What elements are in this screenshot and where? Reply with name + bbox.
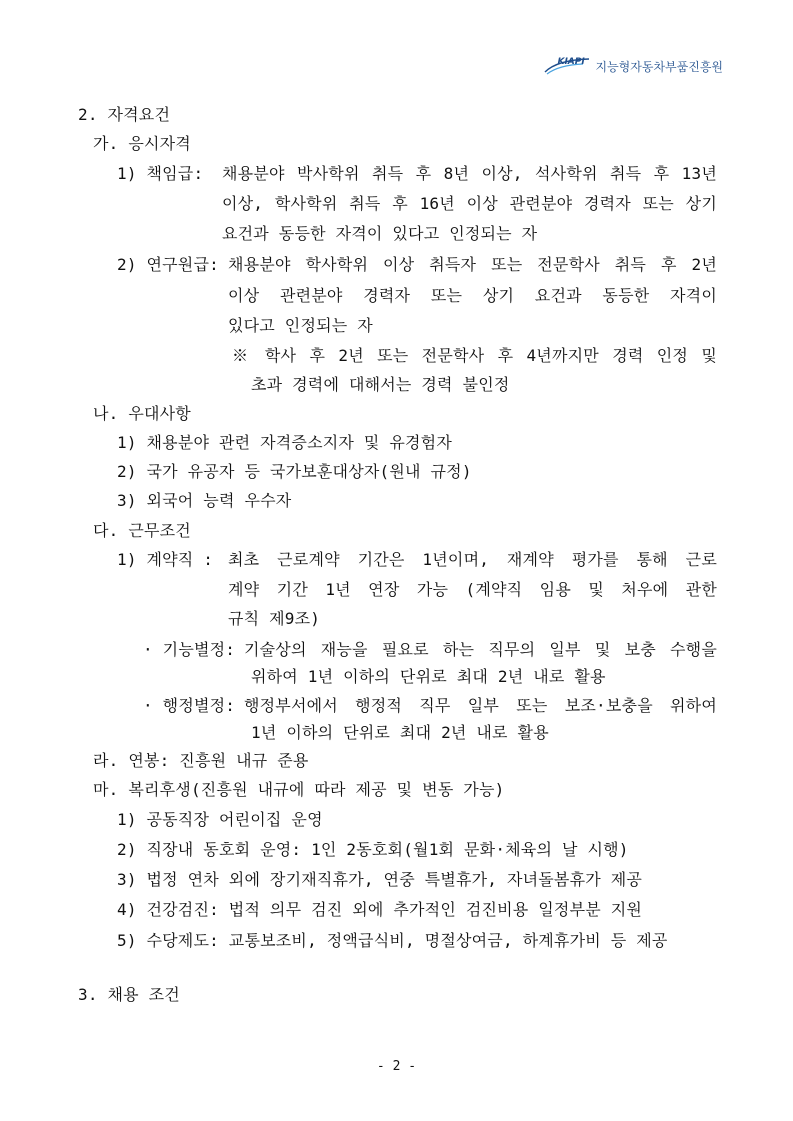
org-name: 지능형자동차부품진흥원 bbox=[595, 59, 723, 74]
ga1-line-3: 요건과 동등한 자격이 있다고 인정되는 자 bbox=[222, 224, 538, 243]
da-bullet-1-line-2: 위하여 1년 이하의 단위로 최대 2년 내로 활용 bbox=[251, 667, 606, 686]
ma-item-4: 4) 건강검진: 법적 의무 검진 외에 추가적인 검진비용 일정부분 지원 bbox=[117, 900, 643, 919]
ma-item-3: 3) 법정 연차 외에 장기재직휴가, 연중 특별휴가, 자녀돌봄휴가 제공 bbox=[117, 870, 643, 889]
kiapi-logo-icon bbox=[543, 56, 591, 76]
ma-item-1: 1) 공동직장 어린이집 운영 bbox=[117, 810, 323, 829]
ga2-line-2: 이상 관련분야 경력자 또는 상기 요건과 동등한 자격이 bbox=[228, 286, 717, 305]
subsection-na-title: 나. 우대사항 bbox=[93, 404, 191, 423]
ga1-label: 1) 책임급: bbox=[117, 164, 204, 183]
section-2-title: 2. 자격요건 bbox=[78, 105, 171, 124]
subsection-ga-title: 가. 응시자격 bbox=[93, 134, 191, 153]
section-3-title: 3. 채용 조건 bbox=[78, 985, 180, 1004]
ga2-line-1: 채용분야 학사학위 이상 취득자 또는 전문학사 취득 후 2년 bbox=[228, 255, 717, 274]
na-item-2: 2) 국가 유공자 등 국가보훈대상자(원내 규정) bbox=[117, 462, 472, 481]
ga2-line-3: 있다고 인정되는 자 bbox=[228, 316, 373, 335]
da-bullet-1-label: · 기능별정: bbox=[143, 640, 236, 659]
ma-item-2: 2) 직장내 동호회 운영: 1인 2동호회(월1회 문화·체육의 날 시행) bbox=[117, 840, 629, 859]
subsection-ma-title: 마. 복리후생(진흥원 내규에 따라 제공 및 변동 가능) bbox=[93, 780, 505, 799]
ga1-line-1: 채용분야 박사학위 취득 후 8년 이상, 석사학위 취득 후 13년 bbox=[222, 164, 717, 183]
da-bullet-2-label: · 행정별정: bbox=[143, 696, 236, 715]
logo-text: KIAPI bbox=[557, 57, 585, 67]
da1-line-1: 최초 근로계약 기간은 1년이며, 재계약 평가를 통해 근로 bbox=[228, 550, 717, 569]
da1-label: 1) 계약직 : bbox=[117, 550, 214, 569]
da1-line-2: 계약 기간 1년 연장 가능 (계약직 임용 및 처우에 관한 bbox=[228, 580, 717, 599]
subsection-da-title: 다. 근무조건 bbox=[93, 521, 191, 540]
ga-note-line-2: 초과 경력에 대해서는 경력 불인정 bbox=[251, 375, 510, 394]
page-number: - 2 - bbox=[376, 1059, 417, 1074]
da-bullet-1-line-1: 기술상의 재능을 필요로 하는 직무의 일부 및 보충 수행을 bbox=[244, 640, 717, 659]
ga2-label: 2) 연구원급: bbox=[117, 255, 219, 274]
ga1-line-2: 이상, 학사학위 취득 후 16년 이상 관련분야 경력자 또는 상기 bbox=[222, 194, 717, 213]
da-bullet-2-line-2: 1년 이하의 단위로 최대 2년 내로 활용 bbox=[251, 723, 549, 742]
na-item-1: 1) 채용분야 관련 자격증소지자 및 유경험자 bbox=[117, 433, 452, 452]
ga-note-line-1: ※ 학사 후 2년 또는 전문학사 후 4년까지만 경력 인정 및 bbox=[232, 346, 717, 365]
da-bullet-2-line-1: 행정부서에서 행정적 직무 일부 또는 보조·보충을 위하여 bbox=[244, 696, 717, 715]
ma-item-5: 5) 수당제도: 교통보조비, 정액급식비, 명절상여금, 하계휴가비 등 제공 bbox=[117, 931, 668, 950]
na-item-3: 3) 외국어 능력 우수자 bbox=[117, 491, 292, 510]
subsection-ra: 라. 연봉: 진흥원 내규 준용 bbox=[93, 751, 309, 770]
header-logo bbox=[543, 56, 723, 76]
da1-line-3: 규칙 제9조) bbox=[228, 609, 321, 628]
